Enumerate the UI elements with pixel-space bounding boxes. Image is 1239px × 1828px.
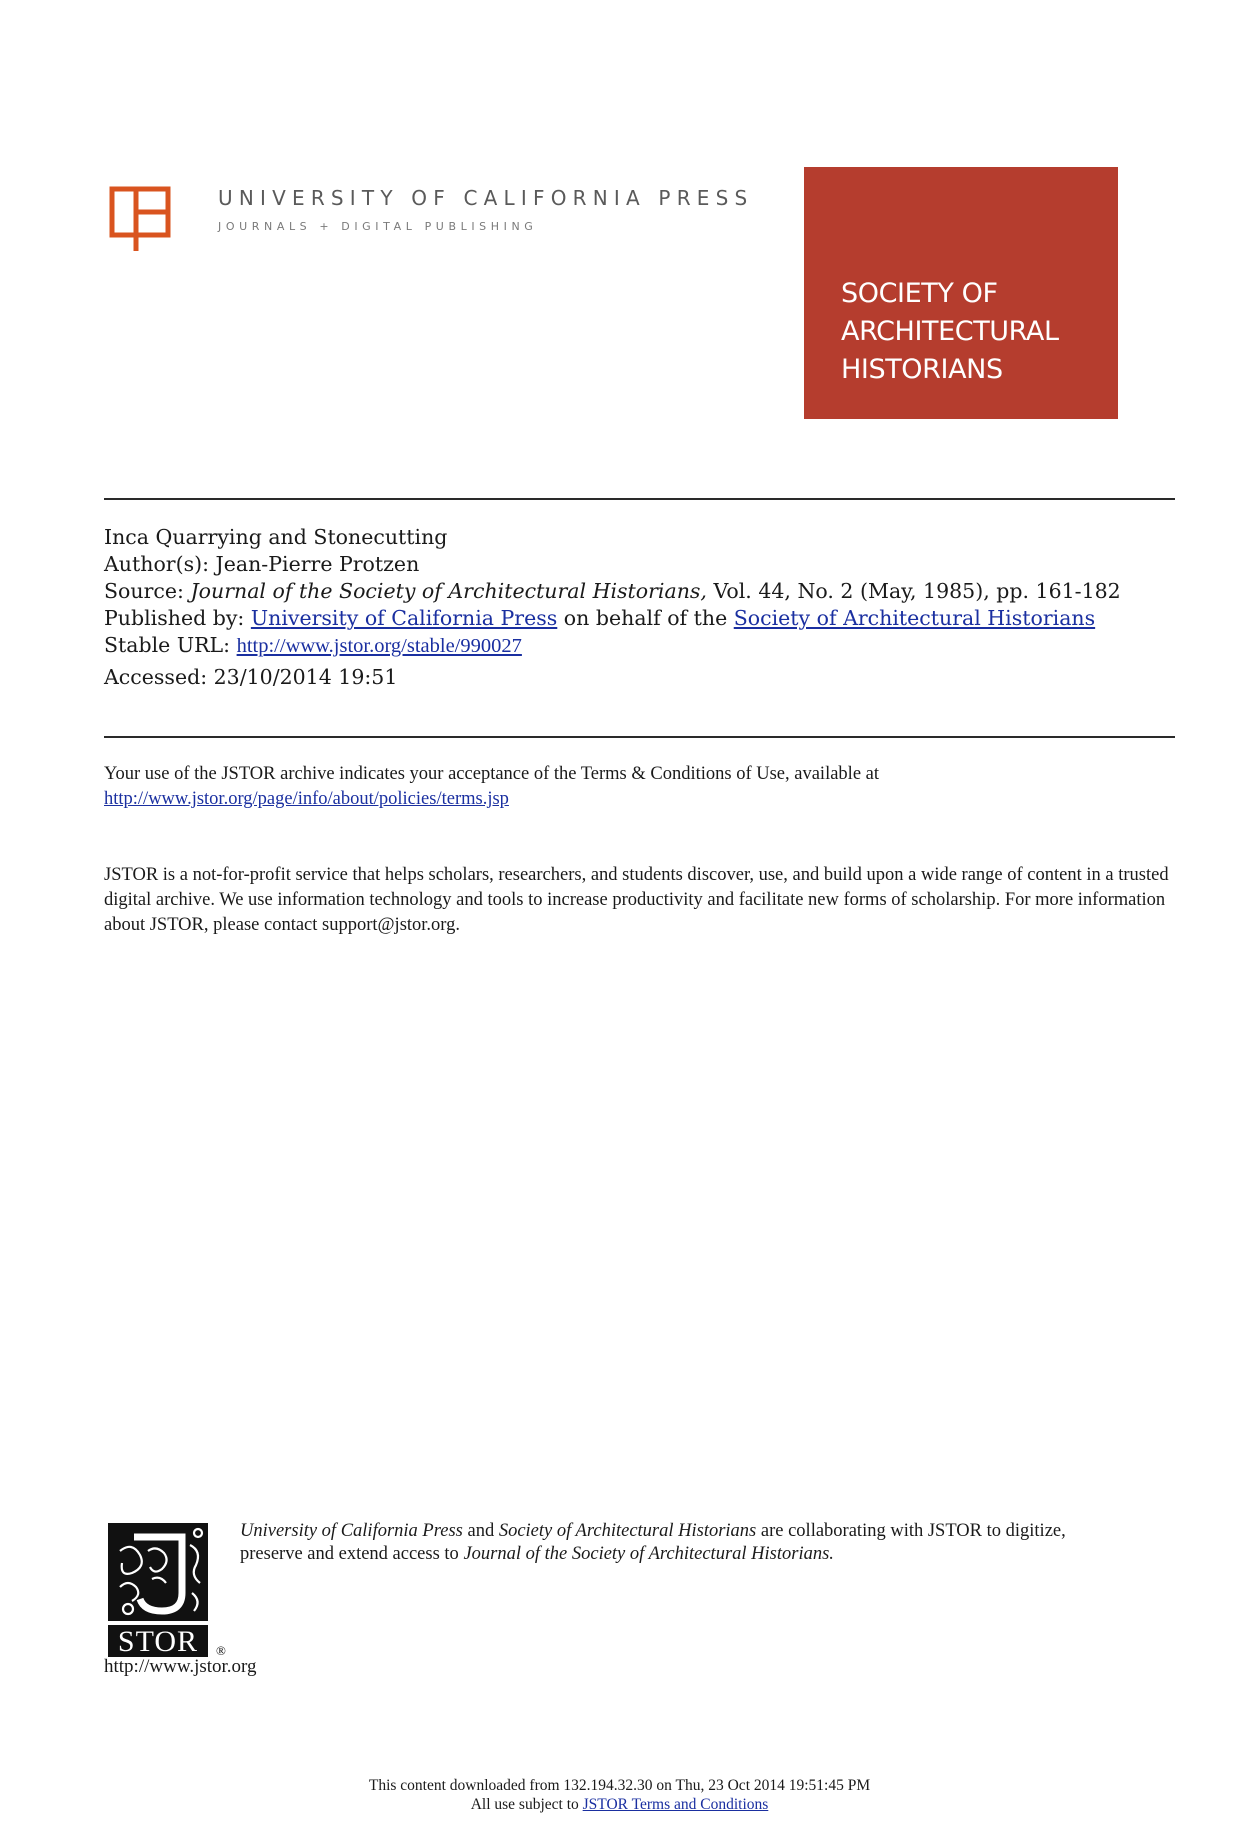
about-paragraph: JSTOR is a not-for-profit service that helps scholars, researchers, and students discover, use, and build upon a wide range of content in a trusted digital archive. We use information technology and tools to increase productivity and facilitate new forms of scholarship. For more information about JSTOR, please contact support@jstor.org. (104, 865, 1169, 935)
collab-middle: are collaborating with JSTOR to digitize, preserve and extend access to (240, 1521, 1066, 1564)
stable-url-label: Stable URL: (104, 633, 237, 657)
terms-paragraph (104, 762, 1176, 812)
ucp-bracket-logo-icon (108, 185, 172, 253)
publisher-link[interactable]: University of California Press (250, 606, 558, 630)
author-label: Author(s): (104, 552, 216, 576)
stable-url-link[interactable]: http://www.jstor.org/stable/990027 (236, 635, 522, 657)
society-line-2: ARCHITECTURAL (841, 316, 1059, 347)
source-label: Source: (104, 579, 191, 603)
divider-bottom (104, 736, 1175, 738)
author-name: Jean-Pierre Protzen (215, 552, 420, 576)
published-line (104, 605, 1179, 632)
terms-footer-line (0, 1795, 1239, 1814)
journal-title: Journal of the Society of Architectural Historians, (190, 579, 707, 603)
on-behalf-text: on behalf of the (557, 606, 734, 630)
society-link[interactable]: Society of Architectural Historians (733, 606, 1096, 630)
terms-link[interactable]: http://www.jstor.org/page/info/about/policies/terms.jsp (104, 789, 509, 809)
collab-society: Society of Architectural Historians (498, 1521, 757, 1541)
publisher-wordmark (218, 186, 753, 233)
registered-mark: ® (216, 1643, 226, 1658)
jstor-logo-icon (106, 1521, 230, 1659)
terms-footer-prefix: All use subject to (470, 1796, 583, 1813)
divider-top (104, 498, 1175, 500)
society-logo-box (804, 167, 1118, 419)
society-logo-text (841, 275, 1059, 389)
society-line-1: SOCIETY OF (841, 278, 998, 309)
collab-publisher: University of California Press (240, 1521, 463, 1541)
source-line (104, 578, 1179, 605)
download-footer (0, 1776, 1239, 1814)
download-info: This content downloaded from 132.194.32.30 on Thu, 23 Oct 2014 19:51:45 PM (368, 1777, 871, 1794)
article-title: Inca Quarrying and Stonecutting (104, 525, 448, 549)
citation-block (104, 524, 1179, 691)
stable-url-line (104, 632, 1179, 660)
society-line-3: HISTORIANS (841, 354, 1003, 385)
jstor-logo-text: STOR (117, 1625, 199, 1658)
accessed-date: Accessed: 23/10/2014 19:51 (104, 665, 398, 689)
collab-journal: Journal of the Society of Architectural Historians. (463, 1544, 834, 1564)
publisher-subtitle: JOURNALS + DIGITAL PUBLISHING (218, 220, 538, 233)
jstor-terms-link[interactable]: JSTOR Terms and Conditions (582, 1796, 769, 1813)
jstor-url: http://www.jstor.org (104, 1656, 257, 1677)
source-details: Vol. 44, No. 2 (May, 1985), pp. 161-182 (706, 579, 1121, 603)
collaboration-statement (240, 1520, 1100, 1566)
author-line (104, 551, 1179, 578)
terms-text: Your use of the JSTOR archive indicates your acceptance of the Terms & Conditions of Use, available at (104, 764, 880, 784)
published-label: Published by: (104, 606, 251, 630)
publisher-name: UNIVERSITY OF CALIFORNIA PRESS (218, 186, 754, 210)
collab-and: and (462, 1521, 499, 1541)
